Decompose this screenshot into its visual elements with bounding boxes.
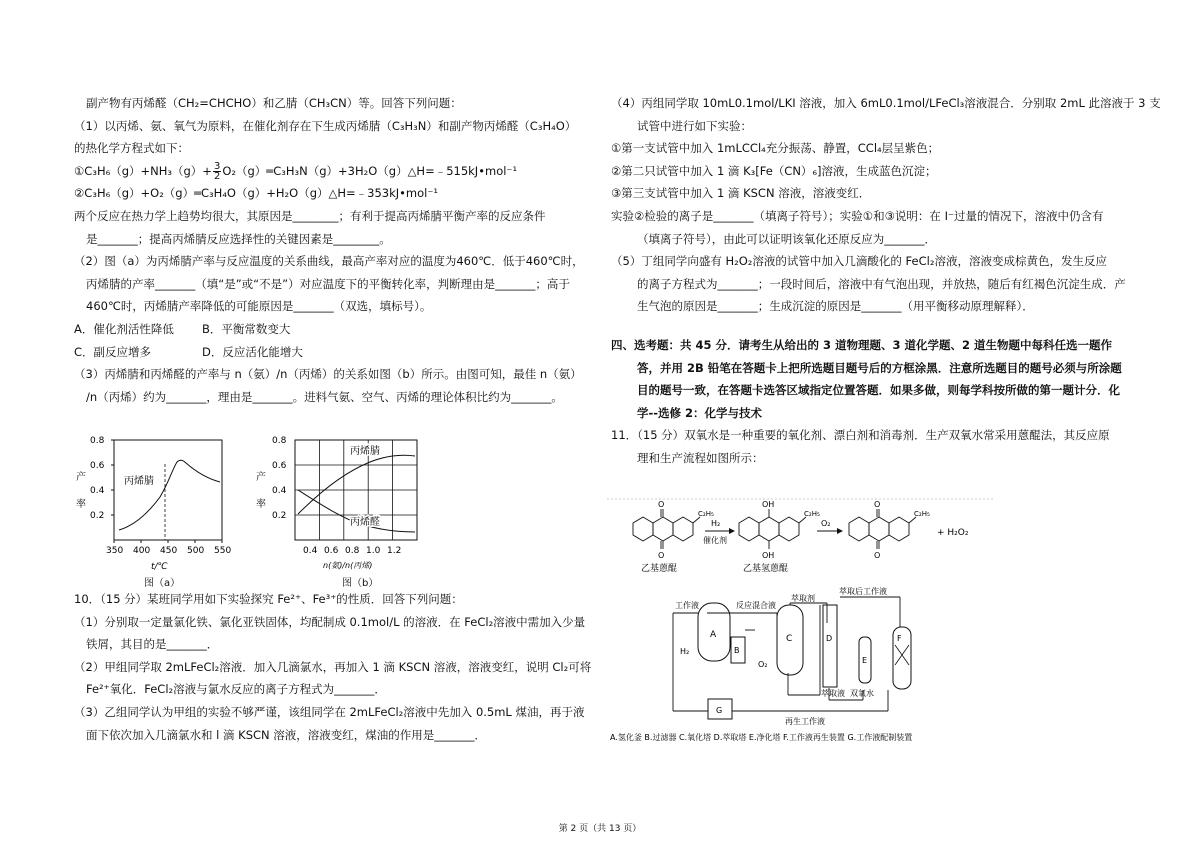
- equation-1-part-b: O₂（g）═C₃H₃N（g）+3H₂O（g）△H=﹣515kJ•mol⁻¹: [222, 163, 518, 178]
- text-line: ①第一支试管中加入 1mLCCl₄充分振荡、静置，CCl₄层呈紫色；: [611, 141, 940, 156]
- text-line: 试管中进行如下实验：: [637, 118, 752, 133]
- equipment-e-label: E: [862, 656, 868, 665]
- page-footer: 第 2 页（共 13 页）: [558, 824, 642, 834]
- chart-a-ylabel-2: 率: [76, 499, 86, 510]
- arrow-head-1: [729, 528, 735, 534]
- options-row-1: [74, 318, 592, 341]
- section-text: 答，并用 2B 铅笔在答题卡上把所选题目题号后的方框涂黑．注意所选题目的题号必须与所涂题: [637, 360, 1122, 375]
- flow-label-h2o2: 双氧水: [850, 689, 874, 698]
- text-line: 铁屑，其目的是_______．: [86, 637, 219, 652]
- flow-label-regenerated: 再生工作液: [785, 717, 825, 726]
- chart-a-xtick-label: 400: [133, 546, 151, 556]
- chart-b-series-label-aldehyde: 丙烯醛: [350, 517, 380, 528]
- chart-a-xtick-label: 550: [214, 546, 232, 556]
- fraction-numerator: 3: [213, 160, 221, 172]
- chart-a-xtick-label: 500: [187, 546, 205, 556]
- chart-b-xlabel: n(氨)/n(丙烯): [323, 561, 373, 570]
- equipment-f-regenerator: [893, 627, 911, 689]
- chart-b-ytick-label: 0.2: [272, 511, 287, 521]
- chart-b-curve-nitrile: [298, 455, 415, 514]
- options-row-2: [74, 341, 592, 364]
- chart-b-xtick-label: 0.8: [345, 546, 360, 556]
- chart-b-series-label-nitrile: 丙烯腈: [350, 446, 380, 457]
- chart-a-caption: 图（a）: [144, 578, 181, 589]
- text-line: （1）分别取一定量氯化铁、氯化亚铁固体，均配制成 0.1mol/L 的溶液．在 FeCl₂溶液中需加入少量: [74, 614, 586, 629]
- m2-oh-bottom: OH: [762, 551, 775, 560]
- chart-a-ytick-label: 0.2: [90, 511, 105, 521]
- chart-a-xtick-label: 350: [106, 546, 124, 556]
- equation-2: ②C₃H₆（g）+O₂（g）═C₃H₄O（g）+H₂O（g）△H=﹣353kJ•mol⁻¹: [74, 186, 439, 201]
- chart-a-series-label: 丙烯腈: [124, 476, 154, 487]
- section-text: 学--选修 2：化学与技术: [637, 405, 763, 420]
- m2-oh-top: OH: [762, 500, 775, 509]
- text-line: 丙烯腈的产率_______（填“是”或“不是”）对应温度下的平衡转化率，判断理由是_______；高于: [86, 276, 570, 291]
- text-line: Fe²⁺氧化．FeCl₂溶液与氯水反应的离子方程式为_______．: [86, 682, 386, 697]
- equipment-f-label: F: [897, 634, 902, 643]
- text-line: 是_______；提高丙烯腈反应选择性的关键因素是________。: [86, 231, 391, 246]
- chart-a-ylabel-1: 产: [76, 472, 86, 483]
- text-line: 两个反应在热力学上趋势均很大，其原因是________；有利于提高丙烯腈平衡产率的反应条件: [74, 208, 546, 223]
- text-line: 实验②检验的离子是_______（填离子符号）；实验①和③说明：在 I⁻过量的情况下，溶液中仍含有: [611, 208, 1104, 223]
- chart-a-ytick-label: 0.8: [90, 436, 105, 446]
- chart-b-xtick-label: 0.4: [303, 546, 318, 556]
- option-a: A．催化剂活性降低: [74, 321, 174, 336]
- text-line: 生气泡的原因是_______；生成沉淀的原因是_______（用平衡移动原理解释）．: [637, 299, 1034, 314]
- text-line: 的离子方程式为_______；一段时间后，溶液中有气泡出现，并放热，随后有红褐色沉淀生成．产: [637, 276, 1126, 291]
- chart-b-xtick-label: 1.2: [387, 546, 402, 556]
- molecule-2-name: 乙基氢蒽醌: [743, 564, 789, 574]
- fraction: [213, 162, 221, 181]
- text-line: ②第二只试管中加入 1 滴 K₃[Fe（CN）₆]溶液，生成蓝色沉淀；: [611, 163, 937, 178]
- m1-o-top: O: [658, 500, 665, 509]
- molecule-ethylanthrahydroquinone: [739, 509, 806, 549]
- option-b: B．平衡常数变大: [202, 321, 291, 336]
- text-line: （2）图（a）为丙烯腈产率与反应温度的关系曲线，最高产率对应的温度为460℃．低于460℃时，: [74, 254, 584, 269]
- chart-b-xtick-label: 0.6: [324, 546, 339, 556]
- arrow-head-2: [837, 528, 843, 534]
- arrow-1-catalyst: 催化剂: [703, 536, 727, 545]
- chart-b-caption: 图（b）: [342, 578, 379, 589]
- molecule-ethylanthraquinone: [633, 509, 700, 549]
- m2-c2h5: C₂H₅: [804, 510, 820, 518]
- plus-h2o2: + H₂O₂: [937, 528, 969, 538]
- option-d: D．反应活化能增大: [202, 344, 303, 359]
- chart-a-curve: [119, 460, 220, 530]
- fraction-denominator: 2: [213, 170, 221, 182]
- molecule-product: [849, 509, 916, 549]
- text-line: （填离子符号），由此可以证明该氧化还原反应为_______．: [637, 231, 936, 246]
- text-line: （3）乙组同学认为甲组的实验不够严谨，该组同学在 2mLFeCl₂溶液中先加入 0.5mL 煤油，再于液: [74, 704, 585, 719]
- left-column: [74, 92, 592, 408]
- option-c: C．副反应增多: [74, 344, 152, 359]
- text-line: 面下依次加入几滴氯水和 l 滴 KSCN 溶液，溶液变红，煤油的作用是_______．: [86, 727, 487, 742]
- text-line: 11．（15 分）双氧水是一种重要的氧化剂、漂白剂和消毒剂．生产双氧水常采用蒽醌法，其反应原: [611, 428, 1110, 443]
- chart-a-xlabel: t/℃: [151, 562, 168, 572]
- flow-label-extractant: 萃取剂: [791, 594, 815, 603]
- arrow-2-o2: O₂: [821, 519, 831, 528]
- flow-label-h2: H₂: [680, 647, 690, 656]
- chart-a-ytick-label: 0.6: [90, 461, 105, 471]
- flow-label-extract: 萃取液: [821, 689, 845, 698]
- arrow-1-h2: H₂: [711, 519, 721, 528]
- text-line: （1）以丙烯、氨、氧气为原料，在催化剂存在下生成丙烯腈（C₃H₃N）和副产物丙烯醛（C₃H₄O）: [74, 118, 577, 133]
- equipment-legend: A.氢化釜 B.过滤器 C.氧化塔 D.萃取塔 E.净化塔 F.工作液再生装置 G.工作液配制装置: [610, 733, 913, 742]
- text-line: （5）丁组同学向盛有 H₂O₂溶液的试管中加入几滴酸化的 FeCl₂溶液，溶液变成棕黄色，发生反应: [611, 254, 1107, 269]
- text-line: 的热化学方程式如下：: [74, 141, 189, 156]
- chart-a-y-ticks: [90, 436, 114, 521]
- chart-b-ytick-label: 0.4: [272, 486, 287, 496]
- m3-o-top: O: [874, 500, 881, 509]
- flow-label-after-extraction: 萃取后工作液: [839, 587, 887, 596]
- question-10: [74, 588, 592, 746]
- equipment-d-extractor: [823, 605, 837, 687]
- m1-o-bottom: O: [658, 551, 665, 560]
- text-line: 10．（15 分）某班同学用如下实验探究 Fe²⁺、Fe³⁺的性质．回答下列问题：: [74, 592, 463, 606]
- chart-b-ylabel-1: 产: [256, 472, 266, 483]
- right-column: [611, 92, 1161, 470]
- chart-b-xtick-label: 1.0: [366, 546, 381, 556]
- chart-b-ytick-label: 0.6: [272, 461, 287, 471]
- m3-o-bottom: O: [874, 551, 881, 560]
- text-line: （2）甲组同学取 2mLFeCl₂溶液．加入几滴氯水，再加入 1 滴 KSCN 溶液，溶液变红，说明 Cl₂可将: [74, 659, 592, 674]
- text-line: 理和生产流程如图所示：: [637, 450, 764, 465]
- flow-label-reaction-mix: 反应混合液: [736, 601, 776, 610]
- equipment-c-label: C: [786, 634, 793, 644]
- chart-b-ylabel-2: 率: [256, 499, 266, 510]
- flow-label-o2: O₂: [758, 660, 768, 669]
- equipment-g-label: G: [716, 706, 723, 715]
- molecule-1-name: 乙基蒽醌: [641, 564, 678, 574]
- chart-a-xtick-label: 450: [160, 546, 178, 556]
- m1-c2h5: C₂H₅: [698, 510, 714, 518]
- equipment-a-label: A: [710, 630, 717, 640]
- chart-a-ytick-label: 0.4: [90, 486, 105, 496]
- chart-b-y-ticks: [272, 436, 287, 521]
- text-line: 副产物有丙烯醛（CH₂=CHCHO）和乙腈（CH₃CN）等。回答下列问题：: [86, 96, 462, 110]
- chart-a: [74, 432, 234, 590]
- process-diagram: [605, 495, 1000, 745]
- chart-b: [250, 432, 430, 590]
- text-line: /n（丙烯）约为_______，理由是_______。进料气氨、空气、丙烯的理论体积比约为_______。: [86, 389, 563, 404]
- section-text: 目的题号一致，在答题卡选答区域指定位置答题．如果多做，则每学科按所做的第一题计分．化: [637, 383, 1120, 398]
- chart-b-ytick-label: 0.8: [272, 436, 287, 446]
- text-line: 460℃时，丙烯腈产率降低的可能原因是_______（双选，填标号）。: [86, 299, 432, 314]
- equipment-d-label: D: [826, 634, 833, 643]
- text-line: （3）丙烯腈和丙烯醛的产率与 n（氨）/n（丙烯）的关系如图（b）所示。由图可知，最佳 n（氨）: [74, 367, 582, 382]
- chart-b-x-ticks: [303, 546, 401, 556]
- m3-c2h5: C₂H₅: [914, 510, 930, 518]
- chart-a-x-ticks: [106, 540, 231, 556]
- flow-label-work-liquid: 工作液: [675, 601, 699, 610]
- equipment-b-label: B: [734, 646, 740, 655]
- text-line: （4）丙组同学取 10mL0.1mol/LKI 溶液，加入 6mL0.1mol/LFeCl₃溶液混合．分别取 2mL 此溶液于 3 支: [611, 96, 1161, 110]
- section-heading: 四、选考题：共 45 分．请考生从给出的 3 道物理题、3 道化学题、2 道生物题中每科任选一题作: [611, 337, 1113, 352]
- equation-1: [74, 160, 592, 183]
- text-line: ③第三支试管中加入 1 滴 KSCN 溶液，溶液变红．: [611, 186, 871, 201]
- equation-1-part-a: ①C₃H₆（g）+NH₃（g）+: [74, 163, 212, 178]
